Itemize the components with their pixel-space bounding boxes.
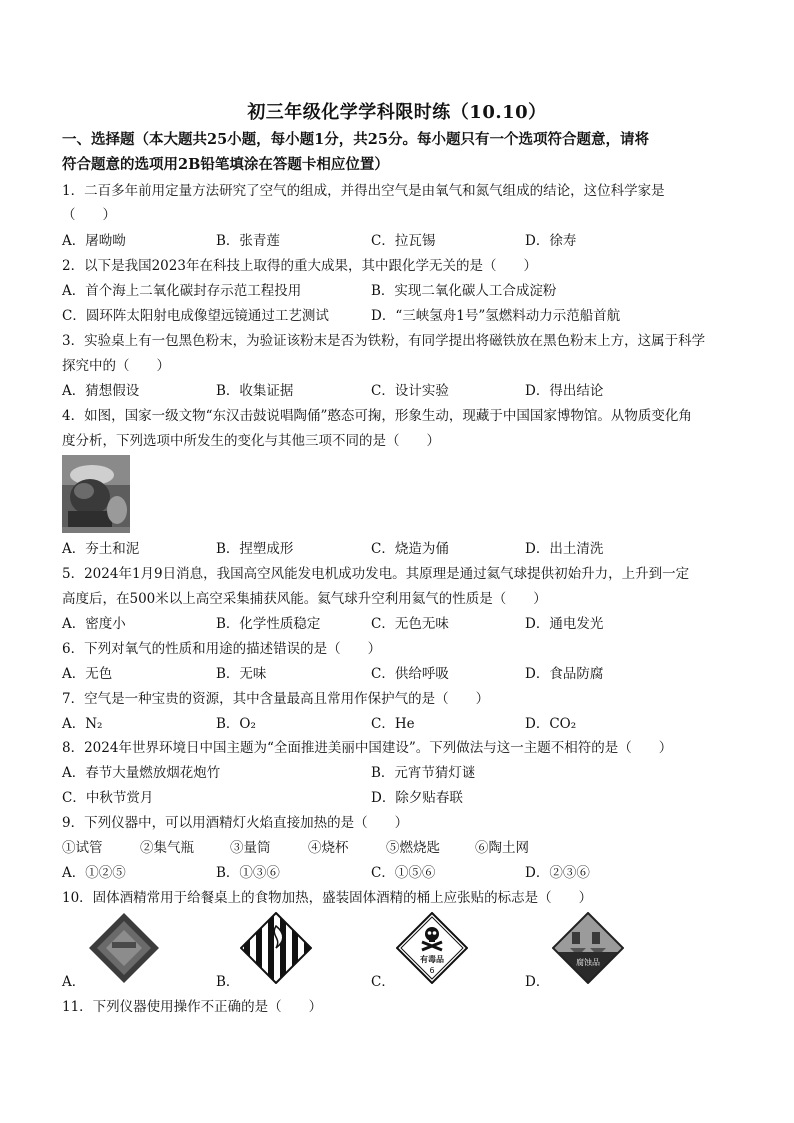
- q6-option-c: C．供给呼吸: [371, 666, 449, 682]
- question-8: 8．2024年世界环境日中国主题为“全面推进美丽中国建设”。下列做法与这一主题不相符的是（ ）: [62, 740, 673, 756]
- q5-option-c: C．无色无味: [371, 616, 449, 632]
- corrosive-sign-label: 腐蚀品: [576, 958, 600, 967]
- q9-option-d: D．②③⑥: [525, 865, 590, 881]
- q8-option-c: C．中秋节赏月: [62, 790, 154, 806]
- question-5-line2: 高度后，在500米以上高空采集捕获风能。氦气球升空利用氦气的性质是（ ）: [62, 591, 547, 607]
- q9-option-b: B．①③⑥: [216, 865, 280, 881]
- q4-option-c: C．烧造为俑: [371, 541, 449, 557]
- question-4: 4．如图，国家一级文物“东汉击鼓说唱陶俑”憨态可掬，形象生动，现藏于中国国家博物馆。从物质变化角: [62, 408, 692, 424]
- corrosive-sign-d: [552, 912, 624, 984]
- q10-option-a: A．: [62, 974, 86, 990]
- q9-item-6: ⑥陶土网: [475, 840, 529, 856]
- q9-item-2: ②集气瓶: [140, 840, 194, 856]
- question-7: 7．空气是一种宝贵的资源，其中含量最高且常用作保护气的是（ ）: [62, 691, 490, 707]
- question-1-line2: （ ）: [62, 207, 116, 223]
- q9-item-1: ①试管: [62, 840, 103, 856]
- q3-option-a: A．猜想假设: [62, 383, 140, 399]
- q6-option-b: B．无味: [216, 666, 267, 682]
- q5-option-d: D．通电发光: [525, 616, 604, 632]
- q9-item-4: ④烧杯: [308, 840, 349, 856]
- q2-option-a: A．首个海上二氧化碳封存示范工程投用: [62, 283, 302, 299]
- q10-option-b: B．: [216, 974, 240, 990]
- q1-option-d: D．徐寿: [525, 233, 577, 249]
- question-11: 11．下列仪器使用操作不正确的是（ ）: [62, 999, 323, 1015]
- q8-option-d: D．除夕贴春联: [371, 790, 463, 806]
- q9-option-c: C．①⑤⑥: [371, 865, 436, 881]
- q7-option-d: D．CO₂: [525, 716, 577, 732]
- page-title: 初三年级化学学科限时练（10.10）: [247, 102, 547, 123]
- q4-option-d: D．出土清洗: [525, 541, 604, 557]
- section-heading-line2: 符合题意的选项用2B铅笔填涂在答题卡相应位置）: [62, 156, 389, 173]
- q6-option-a: A．无色: [62, 666, 113, 682]
- question-5: 5．2024年1月9日消息，我国高空风能发电机成功发电。其原理是通过氦气球提供初始升力，上升到一定: [62, 566, 690, 582]
- hazard-sign-a: [88, 912, 160, 984]
- q4-option-a: A．夯土和泥: [62, 541, 140, 557]
- q8-option-a: A．春节大量燃放烟花炮竹: [62, 765, 221, 781]
- q9-item-3: ③量筒: [230, 840, 271, 856]
- q5-option-b: B．化学性质稳定: [216, 616, 321, 632]
- q8-option-b: B．元宵节猜灯谜: [371, 765, 476, 781]
- q10-option-c: C．: [371, 974, 395, 990]
- question-2: 2．以下是我国2023年在科技上取得的重大成果，其中跟化学无关的是（ ）: [62, 258, 537, 274]
- q3-option-b: B．收集证据: [216, 383, 294, 399]
- q7-option-b: B．O₂: [216, 716, 256, 732]
- q3-option-d: D．得出结论: [525, 383, 604, 399]
- q10-option-d: D．: [525, 974, 550, 990]
- q3-option-c: C．设计实验: [371, 383, 449, 399]
- toxic-sign-c: [396, 912, 468, 984]
- flammable-solid-sign-b: [240, 912, 312, 984]
- question-1: 1．二百多年前用定量方法研究了空气的组成，并得出空气是由氧气和氮气组成的结论，这位科学家是: [62, 183, 665, 199]
- question-10: 10．固体酒精常用于给餐桌上的食物加热，盛装固体酒精的桶上应张贴的标志是（ ）: [62, 890, 593, 906]
- toxic-sign-class-number: 6: [429, 966, 435, 975]
- question-3: 3．实验桌上有一包黑色粉末，为验证该粉末是否为铁粉，有同学提出将磁铁放在黑色粉末上方，这属于科学: [62, 333, 706, 349]
- q2-option-c: C．圆环阵太阳射电成像望远镜通过工艺测试: [62, 308, 329, 324]
- q7-option-a: A．N₂: [62, 716, 103, 732]
- q4-option-b: B．捏塑成形: [216, 541, 294, 557]
- question-4-line2: 度分析，下列选项中所发生的变化与其他三项不同的是（ ）: [62, 433, 440, 449]
- question-6: 6．下列对氧气的性质和用途的描述错误的是（ ）: [62, 641, 382, 657]
- pottery-figure-photo: [62, 455, 130, 533]
- section-heading-line1: 一、选择题（本大题共25小题，每小题1分，共25分。每小题只有一个选项符合题意，请将: [62, 131, 649, 148]
- q2-option-d: D．“三峡氢舟1号”氢燃料动力示范船首航: [371, 308, 621, 324]
- question-3-line2: 探究中的（ ）: [62, 358, 170, 374]
- q1-option-c: C．拉瓦锡: [371, 233, 436, 249]
- q7-option-c: C．He: [371, 716, 415, 732]
- q2-option-b: B．实现二氧化碳人工合成淀粉: [371, 283, 557, 299]
- toxic-sign-label: 有毒品: [420, 955, 444, 964]
- question-9: 9．下列仪器中，可以用酒精灯火焰直接加热的是（ ）: [62, 815, 409, 831]
- q6-option-d: D．食品防腐: [525, 666, 604, 682]
- q1-option-b: B．张青莲: [216, 233, 280, 249]
- q5-option-a: A．密度小: [62, 616, 126, 632]
- q9-option-a: A．①②⑤: [62, 865, 126, 881]
- q9-item-5: ⑤燃烧匙: [386, 840, 440, 856]
- q1-option-a: A．屠呦呦: [62, 233, 126, 249]
